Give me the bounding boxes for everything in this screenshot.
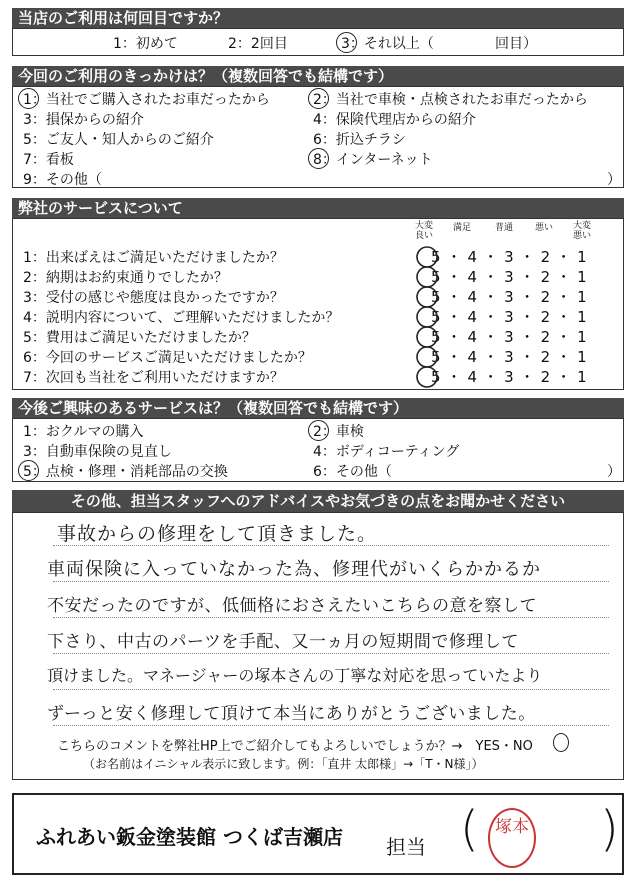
selection-circle xyxy=(18,460,39,481)
question-2: 2：納期はお約束通りでしたか？ xyxy=(23,270,228,286)
column-header-satisfied: 満足 xyxy=(452,223,471,233)
handwritten-line-1: 事故からの修理をして頂きました。 xyxy=(57,523,378,545)
rating-scale: 5・4・3・2・1 xyxy=(431,288,593,306)
question-5: 5：費用はご満足いただけましたか？ xyxy=(23,330,256,346)
reason-item-6: 6：折込チラシ xyxy=(313,132,406,148)
section2-header: 今回のご利用のきっかけは？（複数回答でも結構です） xyxy=(12,66,624,86)
section1-box xyxy=(12,28,624,56)
reason-item-5: 5：ご友人・知人からのご紹介 xyxy=(23,132,214,148)
reason-item-8: 8：インターネット xyxy=(313,152,433,168)
section2-box xyxy=(12,86,624,188)
reason-item-3: 3：損保からの紹介 xyxy=(23,112,144,128)
column-header-bad: 悪い xyxy=(534,223,553,233)
reason-item-9-close: ） xyxy=(607,172,621,188)
selection-circle xyxy=(553,733,569,752)
interest-item-1: 1：おクルマの購入 xyxy=(23,424,144,440)
column-header-very-good: 大変良い xyxy=(414,221,433,241)
selection-circle xyxy=(18,88,39,109)
section5-box xyxy=(12,512,624,780)
interest-item-2: 2：車検 xyxy=(313,424,364,440)
column-header-normal: 普通 xyxy=(494,223,513,233)
visit-option-1: 1：初めて xyxy=(113,36,178,52)
writing-line xyxy=(53,617,609,618)
hp-consent-question: こちらのコメントを弊社HP上でご紹介してもよろしいでしょうか？→ YES・NO xyxy=(57,739,533,754)
handwritten-line-3: 不安だったのですが、低価格におさえたいこちらの意を察して xyxy=(47,596,537,616)
rating-circles xyxy=(413,241,443,391)
question-7: 7：次回も当社をご利用いただけますか？ xyxy=(23,370,284,386)
shop-name: ふれあい鈑金塗装館 つくば吉瀬店 xyxy=(36,825,343,849)
paren-open: ( xyxy=(460,801,479,857)
interest-item-6-close: ） xyxy=(607,464,621,480)
selection-circle xyxy=(308,88,329,109)
reason-item-7: 7：看板 xyxy=(23,152,74,168)
section4-header: 今後ご興味のあるサービスは？（複数回答でも結構です） xyxy=(12,398,624,418)
writing-line xyxy=(53,689,609,690)
paren-close: ) xyxy=(600,801,619,857)
question-1: 1：出来ばえはご満足いただけましたか？ xyxy=(23,250,284,266)
question-3: 3：受付の感じや態度は良かったですか？ xyxy=(23,290,284,306)
question-4: 4：説明内容について、ご理解いただけましたか？ xyxy=(23,310,340,326)
visit-option-3-suffix: 回目） xyxy=(495,36,537,52)
column-header-very-bad: 大変悪い xyxy=(572,221,591,241)
rating-scale: 5・4・3・2・1 xyxy=(431,308,593,326)
rating-scale: 5・4・3・2・1 xyxy=(431,328,593,346)
handwritten-line-2: 車両保険に入っていなかった為、修理代がいくらかかるか xyxy=(47,559,541,580)
selection-circle xyxy=(308,148,329,169)
section5-header: その他、担当スタッフへのアドバイスやお気づきの点をお聞かせください xyxy=(12,490,624,512)
section1-header: 当店のご利用は何回目ですか？ xyxy=(12,8,624,28)
interest-item-5: 5：点検・修理・消耗部品の交換 xyxy=(23,464,228,480)
rating-scale: 5・4・3・2・1 xyxy=(431,348,593,366)
reason-item-9: 9：その他（ xyxy=(23,172,102,188)
rating-scale: 5・4・3・2・1 xyxy=(431,268,593,286)
section4-box xyxy=(12,418,624,482)
selection-circle xyxy=(336,32,357,53)
interest-item-3: 3：自動車保険の見直し xyxy=(23,444,172,460)
section3-box xyxy=(12,218,624,390)
handwritten-line-6: ずーっと安く修理して頂けて本当にありがとうございました。 xyxy=(47,704,536,724)
writing-line xyxy=(53,653,609,654)
visit-option-2: 2：2回目 xyxy=(228,36,288,52)
reason-item-2: 2：当社で車検・点検されたお車だったから xyxy=(313,92,588,108)
writing-line xyxy=(53,581,609,582)
reason-item-4: 4：保険代理店からの紹介 xyxy=(313,112,476,128)
initials-note: （お名前はイニシャル表示に致します。例：「直井 太郎様」→「T・N様」） xyxy=(83,757,484,771)
reason-item-1: 1：当社でご購入されたお車だったから xyxy=(23,92,270,108)
question-6: 6：今回のサービスご満足いただけましたか？ xyxy=(23,350,312,366)
staff-seal-stamp: 塚本 xyxy=(488,808,536,868)
writing-line xyxy=(53,725,609,726)
handwritten-line-5: 頂けました。マネージャーの塚本さんの丁寧な対応を思っていたより xyxy=(47,666,543,685)
section3-header: 弊社のサービスについて xyxy=(12,198,624,218)
rating-scale: 5・4・3・2・1 xyxy=(431,368,593,386)
interest-item-6: 6：その他（ xyxy=(313,464,392,480)
handwritten-line-4: 下さり、中古のパーツを手配、又一ヵ月の短期間で修理して xyxy=(47,632,519,652)
rating-scale: 5・4・3・2・1 xyxy=(431,248,593,266)
staff-label: 担当 xyxy=(386,835,426,859)
interest-item-4: 4：ボディコーティング xyxy=(313,444,460,460)
visit-option-3: 3：それ以上（ xyxy=(341,36,434,52)
selection-circle xyxy=(308,420,329,441)
